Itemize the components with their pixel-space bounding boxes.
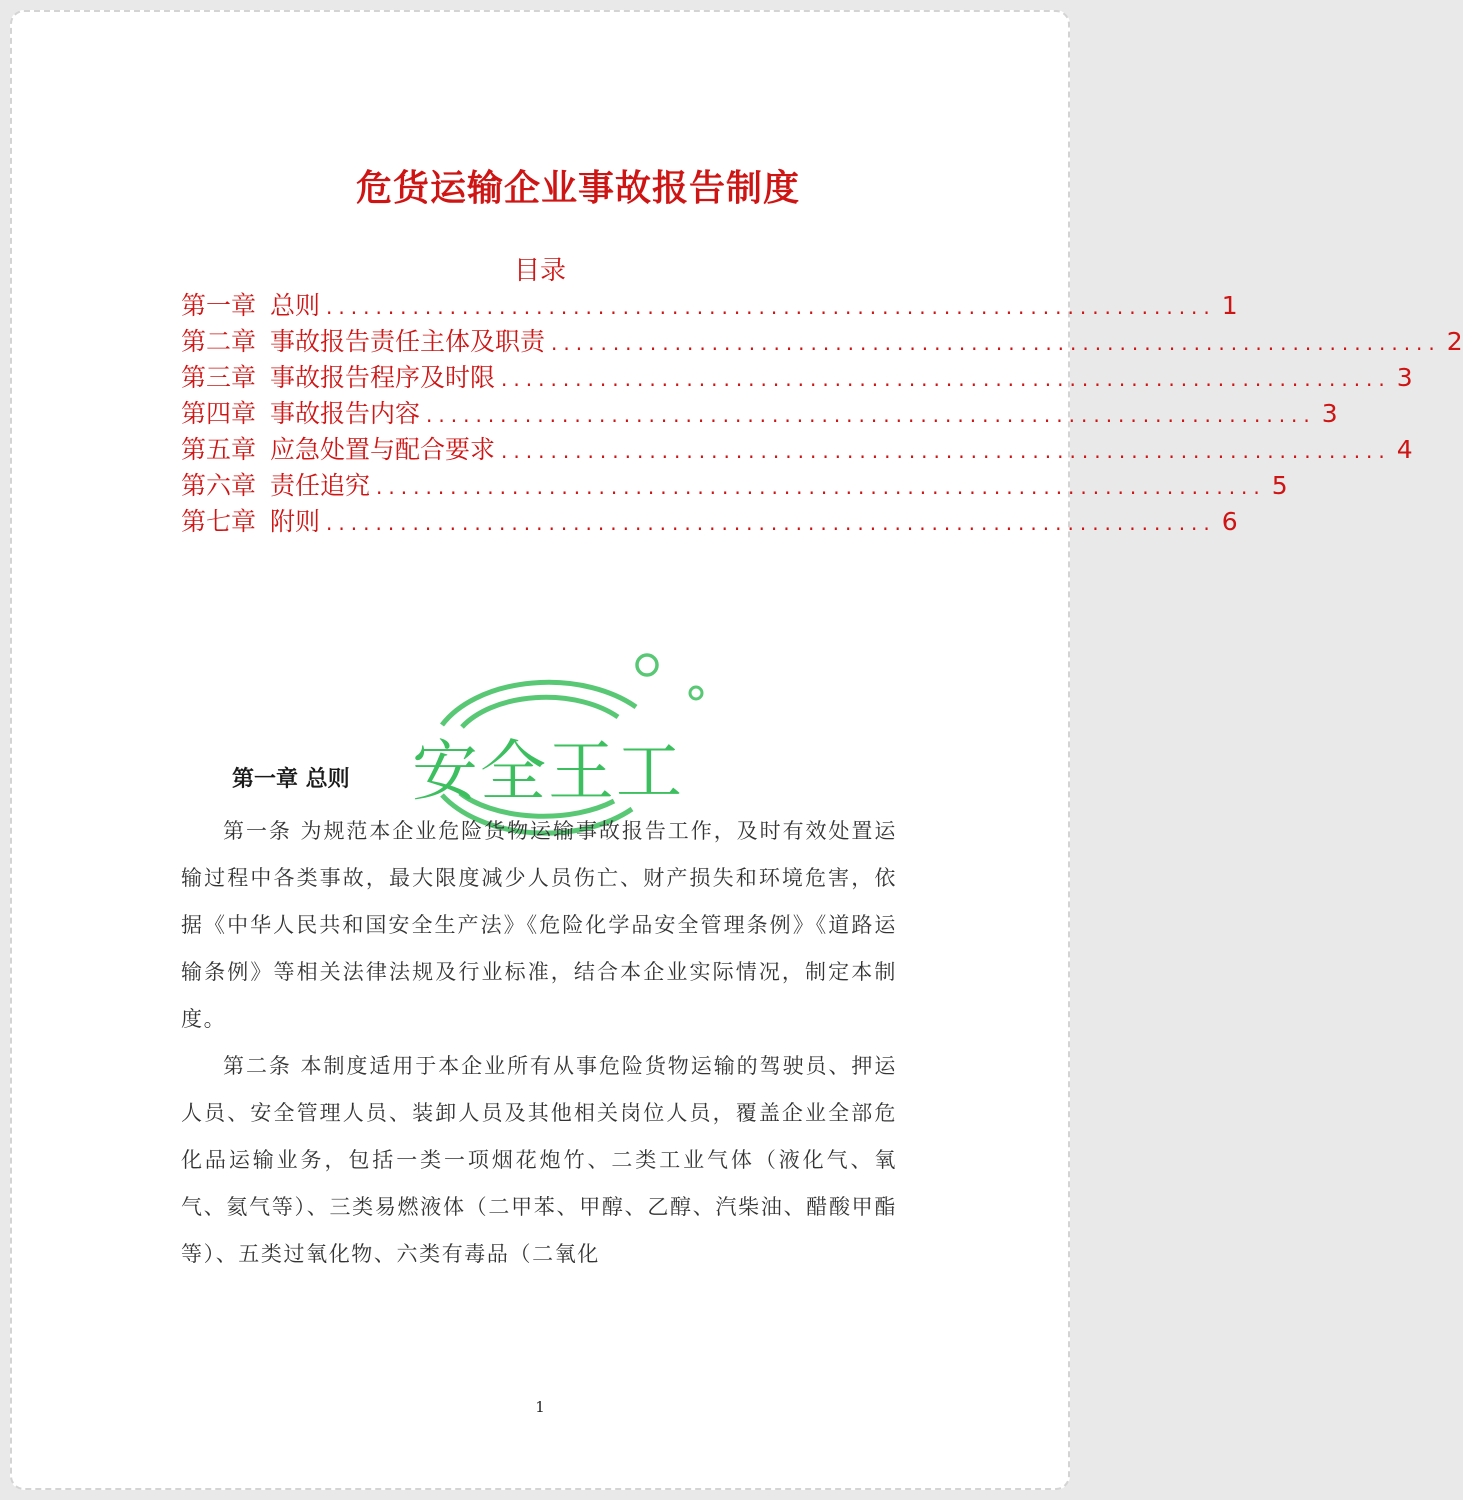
toc-chapter-name: 总则 xyxy=(270,291,321,320)
toc-page-number: 6 xyxy=(1221,507,1238,536)
toc-page-number: 4 xyxy=(1396,435,1413,464)
toc-entry[interactable] xyxy=(181,288,1238,324)
toc-chapter-name: 事故报告程序及时限 xyxy=(270,363,496,392)
toc-leader-dots: ........................................................................ xyxy=(501,439,1391,463)
toc-chapter-number: 第三章 xyxy=(181,363,257,392)
document-title: 危货运输企业事故报告制度 xyxy=(355,168,800,209)
toc-entry[interactable] xyxy=(181,504,1238,540)
toc-page-number: 2 xyxy=(1446,327,1463,356)
toc-chapter-name: 责任追究 xyxy=(270,471,371,500)
toc-leader-dots: ........................................................................ xyxy=(326,295,1216,319)
toc-chapter-name: 应急处置与配合要求 xyxy=(270,435,496,464)
toc-chapter-number: 第五章 xyxy=(181,435,257,464)
chapter-heading: 第一章 总则 xyxy=(232,767,350,792)
toc-chapter-name: 附则 xyxy=(270,507,321,536)
table-of-contents xyxy=(181,288,1463,540)
toc-leader-dots: ........................................................................ xyxy=(326,511,1216,535)
toc-page-number: 1 xyxy=(1221,291,1238,320)
toc-chapter-number: 第一章 xyxy=(181,291,257,320)
article-paragraph: 第一条 为规范本企业危险货物运输事故报告工作，及时有效处置运输过程中各类事故，最大限度减少人员伤亡、财产损失和环境危害，依据《中华人民共和国安全生产法》《危险化学品安全管理条例》《道路运输条例》等相关法律法规及行业标准，结合本企业实际情况，制定本制度。 xyxy=(181,819,897,1031)
article-paragraph: 第二条 本制度适用于本企业所有从事危险货物运输的驾驶员、押运人员、安全管理人员、装卸人员及其他相关岗位人员，覆盖企业全部危化品运输业务，包括一类一项烟花炮竹、二类工业气体（液化气、氧气、氦气等）、三类易燃液体（二甲苯、甲醇、乙醇、汽柴油、醋酸甲酯等）、五类过氧化物、六类有毒品（二氧化 xyxy=(181,1054,897,1266)
toc-leader-dots: ........................................................................ xyxy=(426,403,1316,427)
toc-entry[interactable] xyxy=(181,396,1338,432)
toc-leader-dots: ........................................................................ xyxy=(501,367,1391,391)
toc-leader-dots: ........................................................................ xyxy=(551,331,1441,355)
toc-entry[interactable] xyxy=(181,432,1413,468)
toc-chapter-number: 第七章 xyxy=(181,507,257,536)
toc-heading: 目录 xyxy=(513,256,566,286)
toc-page-number: 3 xyxy=(1396,363,1413,392)
page-number: 1 xyxy=(535,1398,545,1416)
toc-chapter-name: 事故报告责任主体及职责 xyxy=(270,327,546,356)
toc-chapter-number: 第四章 xyxy=(181,399,257,428)
watermark-text: 安全王工 xyxy=(412,733,684,810)
toc-chapter-number: 第六章 xyxy=(181,471,257,500)
toc-page-number: 5 xyxy=(1271,471,1288,500)
toc-chapter-number: 第二章 xyxy=(181,327,257,356)
toc-chapter-name: 事故报告内容 xyxy=(270,399,421,428)
toc-entry[interactable] xyxy=(181,360,1413,396)
toc-leader-dots: ........................................................................ xyxy=(376,475,1266,499)
toc-entry[interactable] xyxy=(181,324,1463,360)
document-body xyxy=(181,808,897,1278)
toc-page-number: 3 xyxy=(1321,399,1338,428)
toc-entry[interactable] xyxy=(181,468,1288,504)
